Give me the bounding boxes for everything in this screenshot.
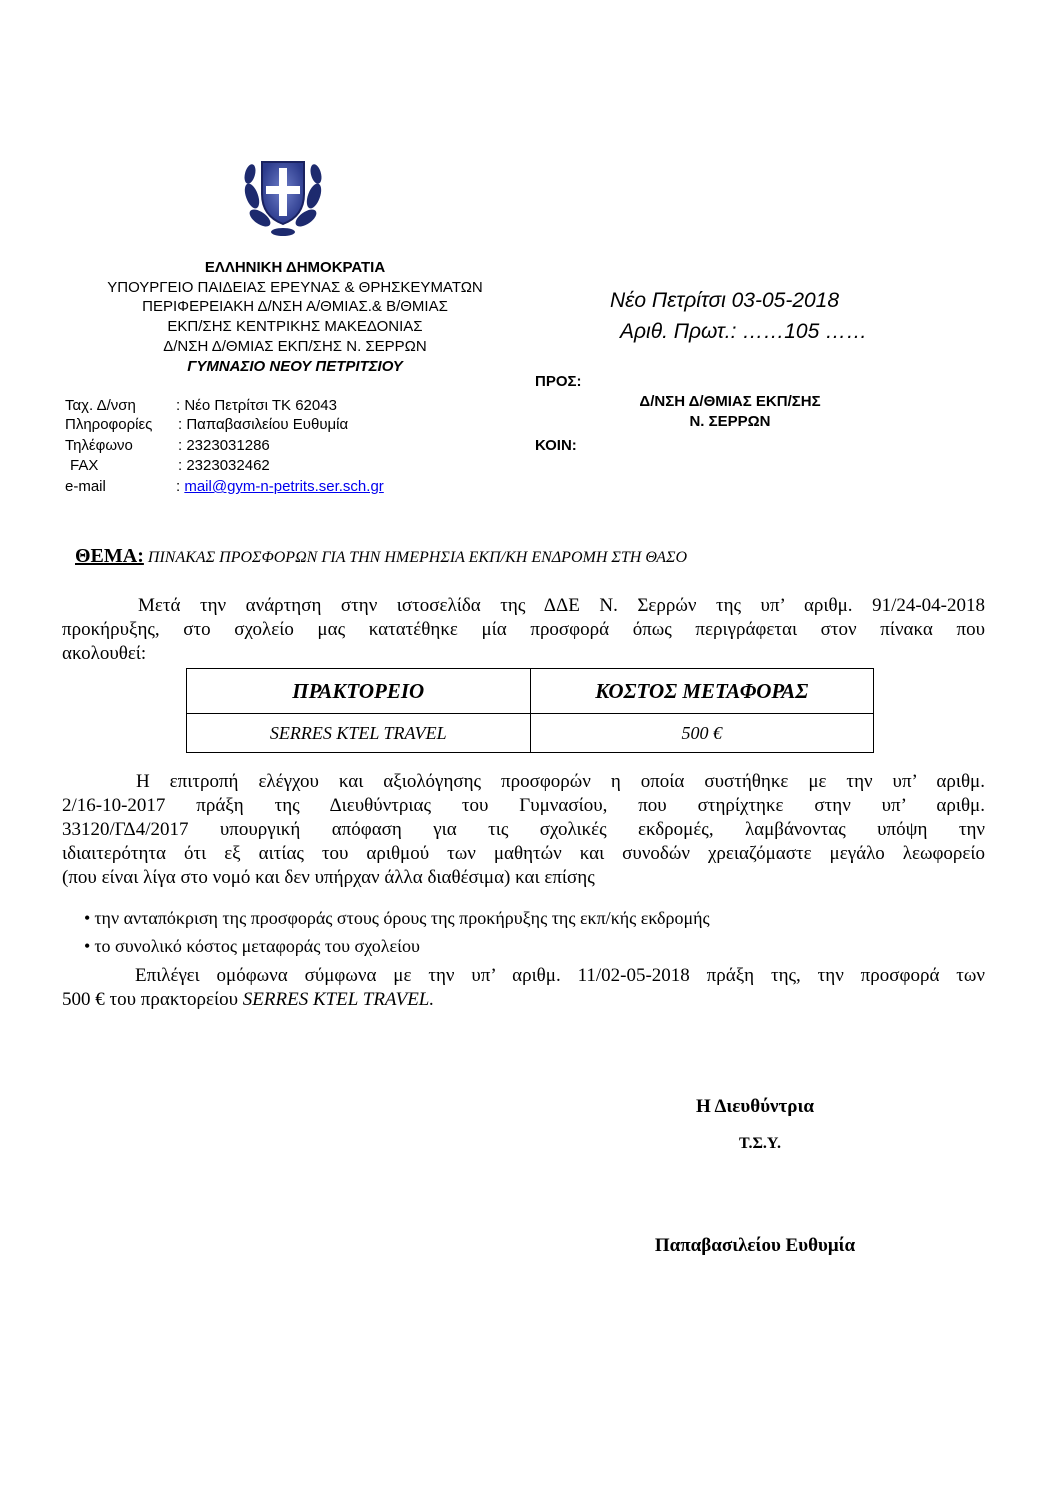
decision-agency-name: SERRES KTEL TRAVEL.	[242, 989, 435, 1010]
email-label: e-mail	[65, 478, 106, 495]
bullet-item-1	[84, 908, 710, 929]
signature-title: Η Διευθύντρια	[696, 1096, 814, 1117]
committee-paragraph	[62, 770, 985, 890]
committee-line-1: Η επιτροπή ελέγχου και αξιολόγησης προσφορών η οποία συστήθηκε με την υπ’ αριθμ.	[136, 771, 985, 792]
email-row	[176, 478, 384, 495]
to-recipient-line2: Ν. ΣΕΡΡΩΝ	[689, 413, 771, 430]
table-row	[187, 714, 874, 753]
fax-label: FAX	[70, 457, 99, 474]
offers-table	[186, 668, 874, 753]
address-value: : Νέο Πετρίτσι ΤΚ 62043	[176, 397, 337, 414]
committee-line-5: (που είναι λίγα στο νομό και δεν υπήρχαν άλλα διαθέσιμα) και επίσης	[62, 867, 595, 888]
bullet-text-2: το συνολικό κόστος μεταφοράς του σχολείου	[94, 936, 420, 956]
table-cell-cost: 500 €	[530, 714, 874, 753]
committee-line-4: ιδιαιτερότητα ότι εξ αιτίας του αριθμού των μαθητών και συνοδών χρειαζόμαστε μεγάλο λεωφορείο	[62, 843, 985, 864]
table-header-cost: ΚΟΣΤΟΣ ΜΕΤΑΦΟΡΑΣ	[530, 669, 874, 714]
header-school: ΓΥΜΝΑΣΙΟ ΝΕΟΥ ΠΕΤΡΙΤΣΙΟΥ	[187, 358, 403, 375]
cc-label: ΚΟΙΝ:	[535, 437, 577, 454]
header-country: ΕΛΛΗΝΙΚΗ ΔΗΜΟΚΡΑΤΙΑ	[204, 259, 386, 276]
intro-line-2: προκήρυξης, στο σχολείο μας κατατέθηκε μία προσφορά όπως περιγράφεται στον πίνακα που	[62, 619, 985, 640]
subject-label: ΘΕΜΑ:	[75, 545, 144, 567]
intro-paragraph	[62, 594, 985, 666]
to-recipient-line1: Δ/ΝΣΗ Δ/ΘΜΙΑΣ ΕΚΠ/ΣΗΣ	[639, 393, 821, 410]
subject-line	[75, 545, 687, 568]
greek-coat-of-arms-icon	[238, 148, 328, 238]
document-date: Νέο Πετρίτσι 03-05-2018	[610, 289, 840, 312]
table-cell-agency: SERRES KTEL TRAVEL	[187, 714, 531, 753]
subject-text: ΠΙΝΑΚΑΣ ΠΡΟΣΦΟΡΩΝ ΓΙΑ ΤΗΝ ΗΜΕΡΗΣΙΑ ΕΚΠ/ΚΗ ΕΝΔΡΟΜΗ ΣΤΗ ΘΑΣΟ	[147, 549, 688, 566]
phone-label: Τηλέφωνο	[65, 437, 133, 454]
info-label: Πληροφορίες	[65, 416, 153, 433]
header-ministry: ΥΠΟΥΡΓΕΙΟ ΠΑΙΔΕΙΑΣ ΕΡΕΥΝΑΣ & ΘΡΗΣΚΕΥΜΑΤΩΝ	[107, 279, 483, 296]
header-regional-directorate: ΠΕΡΙΦΕΡΕΙΑΚΗ Δ/ΝΣΗ Α/ΘΜΙΑΣ.& Β/ΘΜΙΑΣ	[142, 298, 448, 315]
committee-line-2: 2/16-10-2017 πράξη της Διευθύντριας του Γυμνασίου, που στηρίχτηκε στην υπ’ αριθμ.	[62, 795, 985, 816]
info-value: : Παπαβασιλείου Ευθυμία	[178, 416, 349, 433]
email-link[interactable]: mail@gym-n-petrits.ser.sch.gr	[184, 478, 384, 495]
table-header-row	[187, 669, 874, 714]
decision-line-2	[62, 988, 985, 1012]
table-header-agency: ΠΡΑΚΤΟΡΕΙΟ	[187, 669, 531, 714]
email-prefix: :	[176, 478, 185, 495]
intro-line-3: ακολουθεί:	[62, 643, 147, 664]
decision-paragraph	[62, 964, 985, 1012]
signature-name: Παπαβασιλείου Ευθυμία	[654, 1235, 856, 1256]
to-label: ΠΡΟΣ:	[535, 373, 582, 390]
signature-note: Τ.Σ.Υ.	[738, 1135, 782, 1152]
phone-value: : 2323031286	[178, 437, 270, 454]
bullet-text-1: την ανταπόκριση της προσφοράς στους όρους της προκήρυξης της εκπ/κής εκδρομής	[94, 908, 710, 928]
intro-line-1: Μετά την ανάρτηση στην ιστοσελίδα της ΔΔΕ Ν. Σερρών της υπ’ αριθμ. 91/24-04-2018	[138, 595, 985, 616]
decision-line-1: Επιλέγει ομόφωνα σύμφωνα με την υπ’ αριθμ. 11/02-05-2018 πράξη της, την προσφορά των	[135, 965, 985, 986]
fax-value: : 2323032462	[178, 457, 270, 474]
header-region: ΕΚΠ/ΣΗΣ ΚΕΝΤΡΙΚΗΣ ΜΑΚΕΔΟΝΙΑΣ	[167, 318, 423, 335]
address-label: Ταχ. Δ/νση	[65, 397, 136, 414]
protocol-number: Αριθ. Πρωτ.: ……105 ……	[620, 320, 868, 343]
bullet-item-2	[84, 936, 420, 957]
committee-line-3: 33120/ΓΔ4/2017 υπουργική απόφαση για τις σχολικές εκδρομές, λαμβάνοντας υπόψη την	[62, 819, 985, 840]
decision-line-2-prefix: 500 € του πρακτορείου	[62, 989, 243, 1010]
header-directorate: Δ/ΝΣΗ Δ/ΘΜΙΑΣ ΕΚΠ/ΣΗΣ Ν. ΣΕΡΡΩΝ	[163, 338, 427, 355]
